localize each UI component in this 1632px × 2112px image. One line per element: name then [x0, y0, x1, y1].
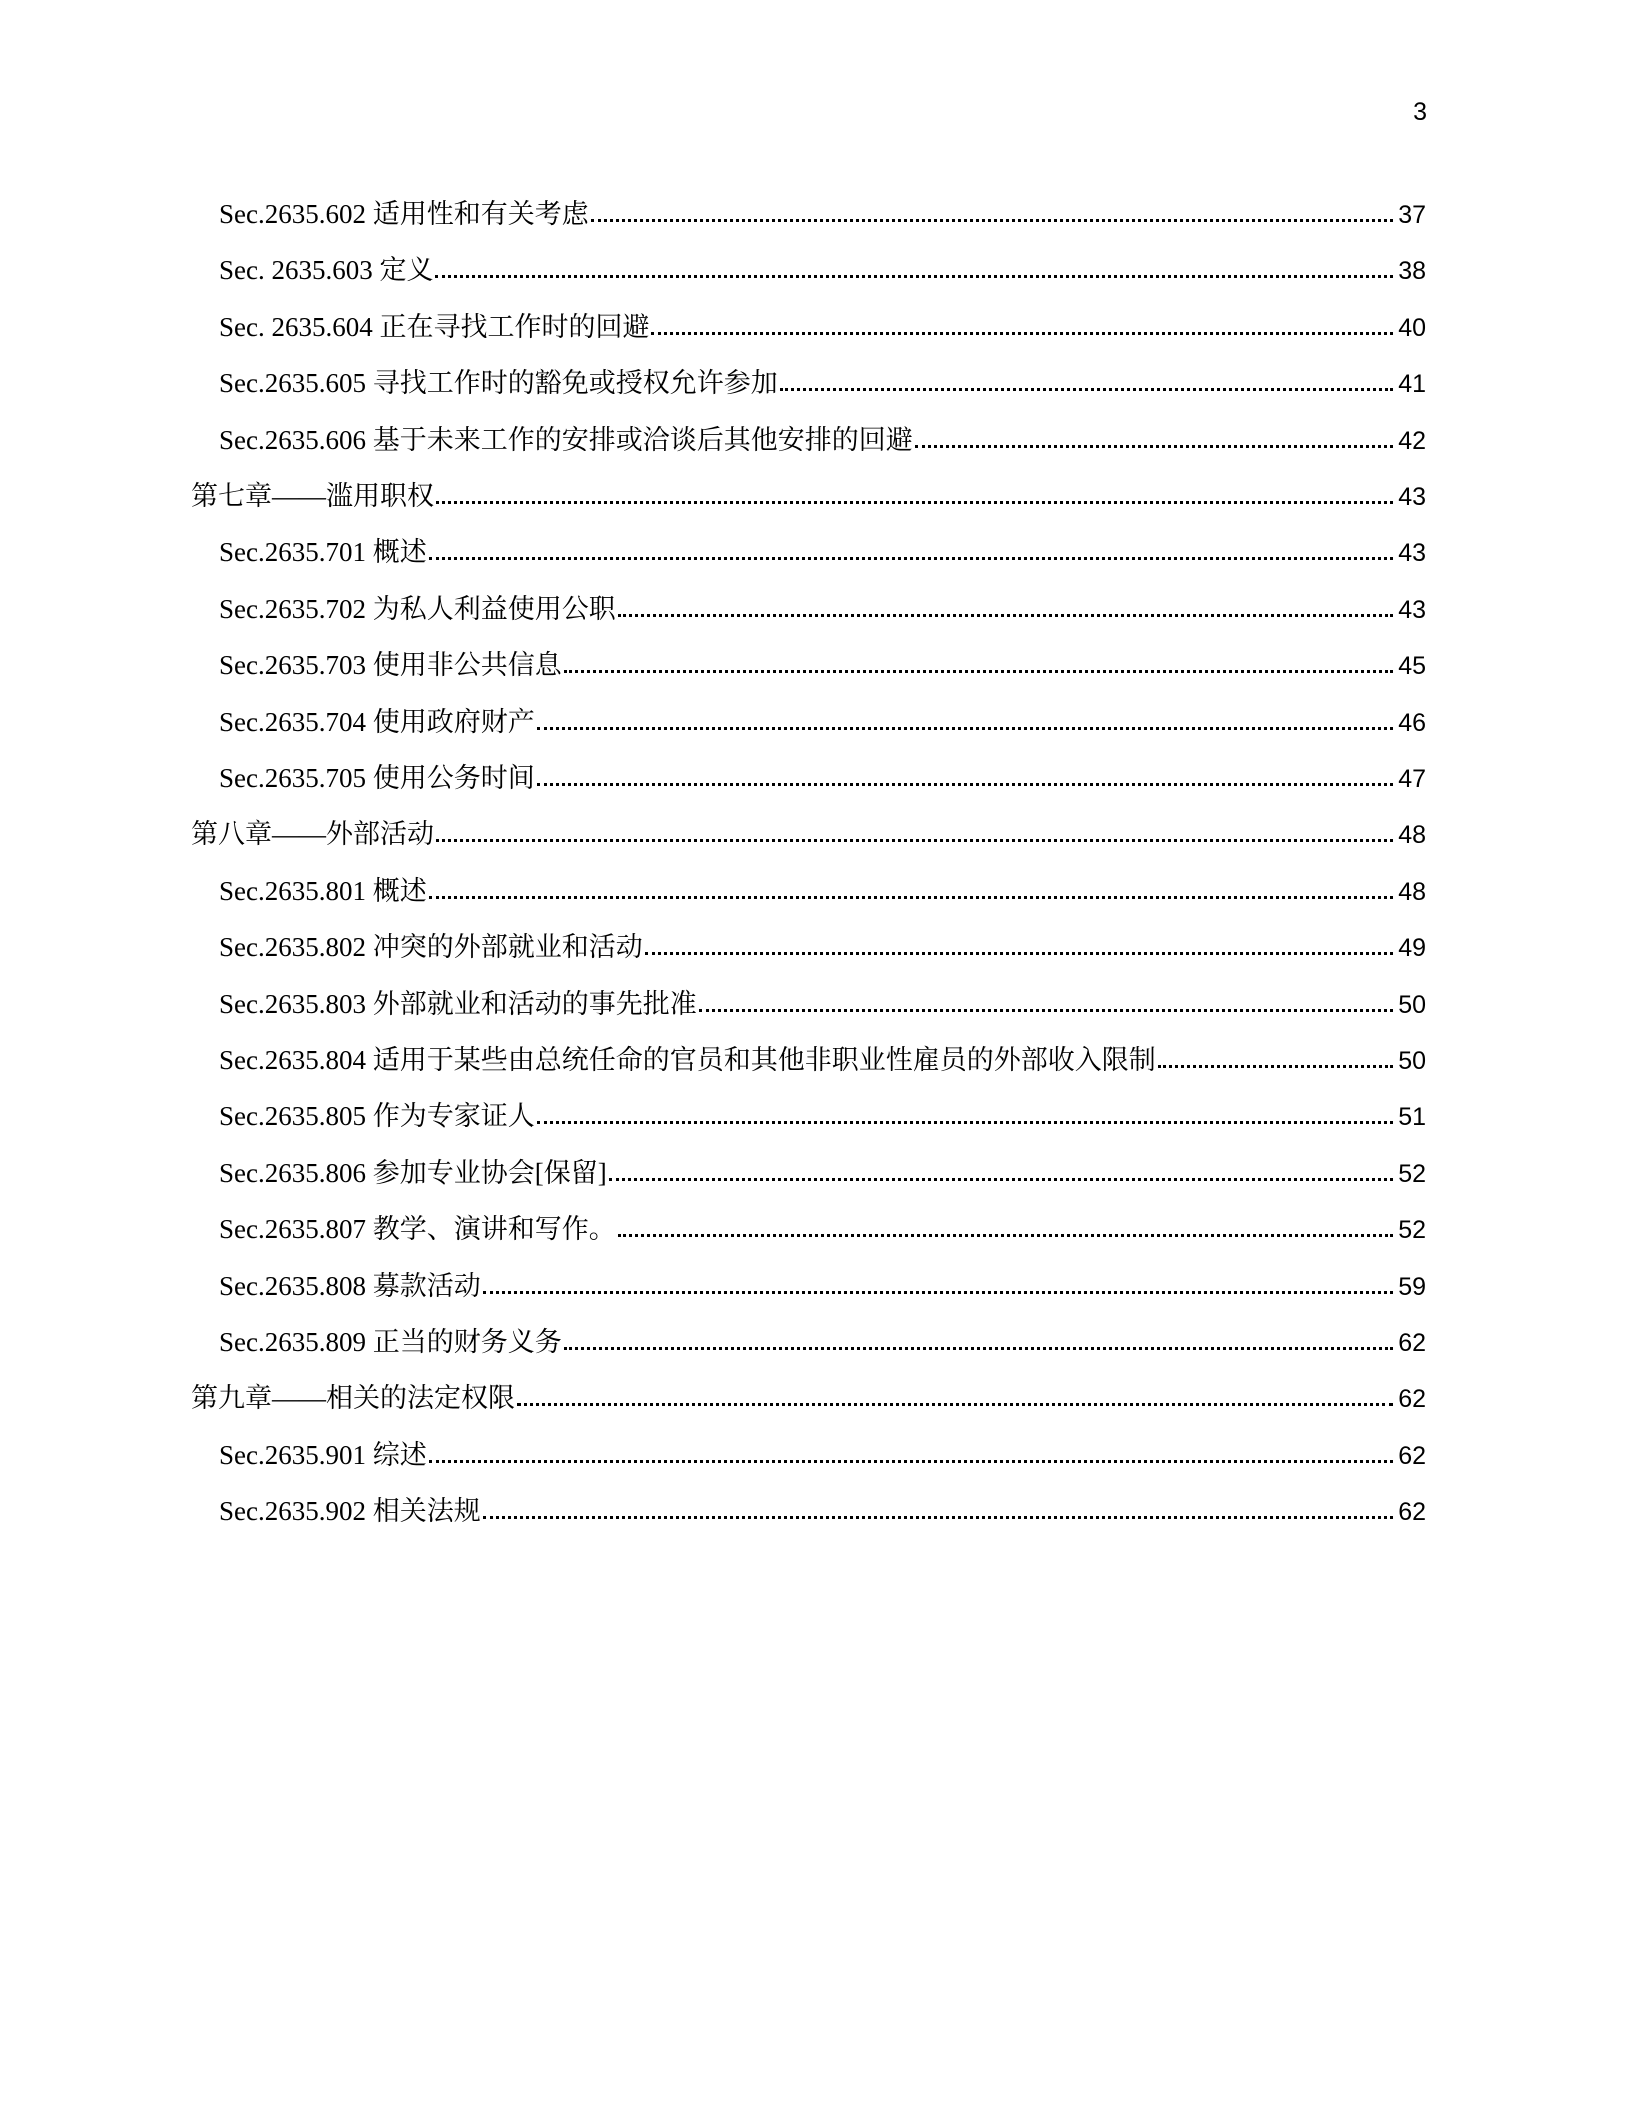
toc-entry-title: Sec.2635.602 适用性和有关考虑	[219, 199, 589, 229]
toc-section-entry[interactable]	[219, 188, 1426, 228]
toc-section-entry[interactable]	[219, 244, 1426, 284]
toc-entry-title: 第九章——相关的法定权限	[191, 1383, 515, 1414]
toc-section-entry[interactable]	[219, 921, 1426, 961]
toc-entry-page-number: 50	[1398, 990, 1426, 1019]
toc-section-entry[interactable]	[219, 752, 1426, 792]
toc-entry-page-number: 43	[1398, 539, 1426, 568]
toc-entry-page-number: 59	[1398, 1272, 1426, 1301]
toc-entry-title: Sec.2635.809 正当的财务义务	[219, 1327, 562, 1357]
toc-entry-title: Sec.2635.902 相关法规	[219, 1496, 481, 1527]
toc-entry-page-number: 47	[1398, 765, 1426, 793]
toc-dot-leader	[517, 1403, 1393, 1406]
toc-dot-leader	[780, 388, 1393, 391]
toc-chapter-entry[interactable]	[191, 1372, 1426, 1412]
toc-entry-page-number: 62	[1398, 1329, 1426, 1357]
toc-entry-page-number: 48	[1398, 877, 1426, 906]
toc-dot-leader	[1158, 1065, 1393, 1068]
toc-dot-leader	[564, 670, 1393, 673]
toc-entry-page-number: 42	[1398, 426, 1426, 455]
toc-entry-title: Sec.2635.801 概述	[219, 875, 427, 906]
toc-dot-leader	[429, 1460, 1393, 1463]
toc-section-entry[interactable]	[219, 865, 1426, 905]
toc-entry-title: Sec.2635.704 使用政府财产	[219, 706, 535, 737]
toc-entry-title: Sec.2635.605 寻找工作时的豁免或授权允许参加	[219, 368, 778, 399]
toc-entry-page-number: 52	[1398, 1216, 1426, 1245]
toc-entry-title: Sec.2635.702 为私人利益使用公职	[219, 593, 616, 624]
toc-section-entry[interactable]	[219, 357, 1426, 397]
toc-entry-title: Sec.2635.802 冲突的外部就业和活动	[219, 932, 643, 963]
toc-entry-page-number: 40	[1398, 313, 1426, 342]
toc-section-entry[interactable]	[219, 978, 1426, 1018]
toc-entry-page-number: 62	[1398, 1441, 1426, 1470]
toc-section-entry[interactable]	[219, 301, 1426, 341]
toc-entry-page-number: 50	[1398, 1047, 1426, 1075]
toc-entry-page-number: 62	[1398, 1498, 1426, 1527]
toc-dot-leader	[915, 445, 1393, 448]
toc-entry-title: Sec.2635.804 适用于某些由总统任命的官员和其他非职业性雇员的外部收入限制	[219, 1045, 1156, 1075]
toc-section-entry[interactable]	[219, 526, 1426, 566]
toc-dot-leader	[436, 501, 1393, 504]
toc-entry-page-number: 52	[1398, 1159, 1426, 1188]
toc-section-entry[interactable]	[219, 1429, 1426, 1469]
toc-entry-title: Sec.2635.703 使用非公共信息	[219, 650, 562, 681]
toc-entry-page-number: 62	[1398, 1385, 1426, 1414]
toc-dot-leader	[564, 1347, 1393, 1350]
toc-section-entry[interactable]	[219, 1147, 1426, 1187]
toc-section-entry[interactable]	[219, 1485, 1426, 1525]
toc-dot-leader	[618, 1234, 1393, 1237]
toc-section-entry[interactable]	[219, 1090, 1426, 1130]
toc-section-entry[interactable]	[219, 639, 1426, 679]
toc-entry-title: Sec.2635.807 教学、演讲和写作。	[219, 1214, 616, 1245]
toc-entry-page-number: 37	[1398, 201, 1426, 229]
toc-entry-title: Sec.2635.808 募款活动	[219, 1270, 481, 1301]
toc-entry-page-number: 43	[1398, 483, 1426, 511]
toc-entry-title: 第八章——外部活动	[191, 819, 434, 850]
toc-entry-page-number: 48	[1398, 821, 1426, 850]
toc-entry-page-number: 45	[1398, 652, 1426, 681]
toc-entry-title: Sec.2635.805 作为专家证人	[219, 1101, 535, 1132]
toc-section-entry[interactable]	[219, 583, 1426, 623]
toc-dot-leader	[436, 839, 1393, 842]
toc-entry-page-number: 38	[1398, 257, 1426, 286]
toc-entry-page-number: 49	[1398, 934, 1426, 963]
toc-dot-leader	[537, 1121, 1393, 1124]
toc-entry-title: Sec.2635.701 概述	[219, 537, 427, 568]
toc-dot-leader	[618, 614, 1393, 617]
toc-dot-leader	[435, 275, 1393, 278]
toc-dot-leader	[537, 783, 1393, 786]
toc-entry-page-number: 43	[1398, 595, 1426, 624]
toc-entry-page-number: 46	[1398, 708, 1426, 737]
toc-entry-title: Sec.2635.901 综述	[219, 1439, 427, 1470]
toc-dot-leader	[591, 219, 1393, 222]
toc-section-entry[interactable]	[219, 1316, 1426, 1356]
toc-entry-page-number: 51	[1398, 1103, 1426, 1132]
toc-entry-title: Sec.2635.606 基于未来工作的安排或洽谈后其他安排的回避	[219, 424, 913, 455]
toc-dot-leader	[609, 1178, 1393, 1181]
toc-entry-title: Sec. 2635.603 定义	[219, 255, 434, 286]
toc-entry-title: Sec.2635.705 使用公务时间	[219, 763, 535, 793]
toc-dot-leader	[429, 557, 1393, 560]
toc-section-entry[interactable]	[219, 1034, 1426, 1074]
toc-chapter-entry[interactable]	[191, 470, 1426, 510]
toc-section-entry[interactable]	[219, 696, 1426, 736]
toc-section-entry[interactable]	[219, 1260, 1426, 1300]
toc-dot-leader	[483, 1291, 1393, 1294]
toc-dot-leader	[699, 1009, 1393, 1012]
toc-section-entry[interactable]	[219, 1203, 1426, 1243]
toc-dot-leader	[651, 332, 1393, 335]
toc-dot-leader	[429, 896, 1393, 899]
toc-entry-title: Sec.2635.806 参加专业协会[保留]	[219, 1157, 607, 1188]
toc-entry-title: Sec.2635.803 外部就业和活动的事先批准	[219, 988, 697, 1019]
toc-entry-page-number: 41	[1398, 370, 1426, 399]
toc-entry-title: Sec. 2635.604 正在寻找工作时的回避	[219, 311, 650, 342]
toc-dot-leader	[537, 727, 1393, 730]
toc-dot-leader	[645, 952, 1393, 955]
toc-chapter-entry[interactable]	[191, 808, 1426, 848]
toc-section-entry[interactable]	[219, 414, 1426, 454]
toc-dot-leader	[483, 1516, 1393, 1519]
toc-entry-title: 第七章——滥用职权	[191, 481, 434, 511]
page-number: 3	[1413, 98, 1427, 126]
